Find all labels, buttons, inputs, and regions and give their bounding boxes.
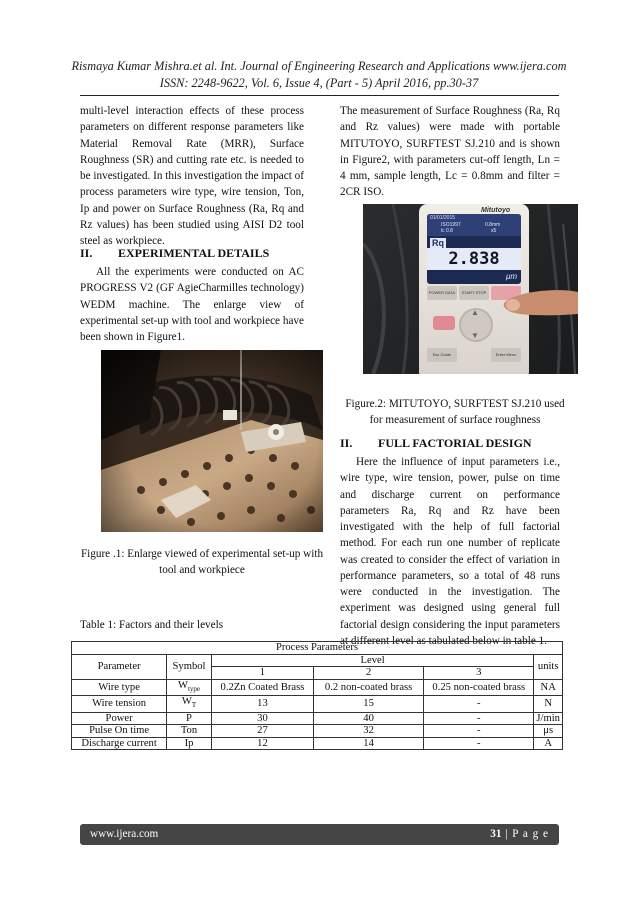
level-2: 2 — [314, 667, 424, 680]
experimental-paragraph: All the experiments were conducted on AC PROGRESS V2 (GF AgieCharmilles technology) WEDM machine. The enlarge view of experimental set-up with tool and workpiece have been shown in Figure1. — [80, 266, 304, 343]
header-symbol: Symbol — [167, 654, 212, 679]
cell-level-2: 0.2 non-coated brass — [314, 679, 424, 696]
table-group-header: Process Parameters — [72, 642, 563, 655]
screen-param-tag: Rq — [432, 238, 444, 248]
level-1: 1 — [211, 667, 313, 680]
cell-symbol: P — [167, 712, 212, 725]
screen-n: x5 — [491, 228, 497, 234]
button-esc-label: Esc Guide — [432, 352, 452, 357]
table-row — [72, 725, 563, 738]
device-brand-label: Mitutoyo — [481, 207, 511, 214]
section-title: EXPERIMENTAL DETAILS — [118, 246, 270, 260]
cell-parameter: Pulse On time — [72, 725, 167, 738]
table-row — [72, 679, 563, 696]
cell-level-3: - — [424, 696, 534, 713]
page-footer — [80, 824, 559, 845]
section-title: FULL FACTORIAL DESIGN — [378, 436, 532, 450]
setup-illustration — [101, 350, 323, 532]
screen-unit: μm — [505, 272, 517, 281]
header-units: units — [534, 654, 563, 679]
cell-parameter: Wire type — [72, 679, 167, 696]
screen-standard: ISO1997 — [441, 222, 461, 228]
cell-level-1: 27 — [211, 725, 313, 738]
symbol-sub: T — [191, 701, 197, 710]
cell-level-1: 12 — [211, 737, 313, 750]
table-row — [72, 737, 563, 750]
page-label: | P a g e — [501, 828, 549, 840]
cell-units: μs — [534, 725, 563, 738]
cell-units: N — [534, 696, 563, 713]
experimental-details-body — [80, 264, 304, 345]
cell-parameter: Power — [72, 712, 167, 725]
cell-level-2: 32 — [314, 725, 424, 738]
chevron-up-icon: ▲ — [471, 308, 479, 317]
cell-symbol — [167, 679, 212, 696]
cell-units: A — [534, 737, 563, 750]
symbol-main: W — [177, 679, 188, 691]
right-column — [340, 103, 560, 201]
table1-title: Table 1: Factors and their levels — [80, 619, 224, 631]
cables-and-finger — [363, 204, 578, 374]
cell-level-3: 0.25 non-coated brass — [424, 679, 534, 696]
table-group-header-row — [72, 642, 563, 655]
left-column — [80, 103, 304, 249]
cell-level-1: 30 — [211, 712, 313, 725]
running-header-issn: ISSN: 2248-9622, Vol. 6, Issue 4, (Part - 5) April 2016, pp.30-37 — [159, 76, 479, 90]
figure2-caption: Figure.2: MITUTOYO, SURFTEST SJ.210 used for measurement of surface roughness — [345, 398, 565, 426]
table-header-row — [72, 654, 563, 667]
running-header-journal: Rismaya Kumar Mishra.et al. Int. Journal of Engineering Research and Applications www.ijera.com — [71, 59, 567, 73]
cell-symbol — [167, 696, 212, 713]
cell-level-2: 40 — [314, 712, 424, 725]
cell-level-3: - — [424, 737, 534, 750]
page-number: 31 — [490, 828, 502, 840]
cell-level-1: 13 — [211, 696, 313, 713]
table-row — [72, 712, 563, 725]
cell-symbol: Ip — [167, 737, 212, 750]
screen-date: 01/01/2015 — [430, 215, 456, 221]
button-enter-label: Enter Menu — [495, 352, 517, 357]
cell-level-3: - — [424, 725, 534, 738]
screen-reading-value: 2.838 — [427, 248, 521, 270]
footer-site-link[interactable]: www.ijera.com — [90, 828, 159, 840]
screen-lc: lc 0.8 — [441, 228, 453, 234]
header-level: Level — [211, 654, 534, 667]
section-heading-full-factorial — [340, 436, 532, 451]
cell-level-2: 15 — [314, 696, 424, 713]
cell-units: NA — [534, 679, 563, 696]
section-heading-experimental — [80, 246, 269, 261]
section-number: II. — [340, 436, 353, 450]
screen-cutoff: 0.8mm — [485, 222, 501, 228]
cell-level-3: - — [424, 712, 534, 725]
cell-level-2: 14 — [314, 737, 424, 750]
figure1-caption: Figure .1: Enlarge viewed of experimental set-up with tool and workpiece — [80, 548, 324, 576]
footer-page-number — [490, 828, 549, 840]
cell-symbol: Ton — [167, 725, 212, 738]
chevron-down-icon: ▼ — [471, 331, 479, 340]
cell-parameter: Discharge current — [72, 737, 167, 750]
cell-parameter: Wire tension — [72, 696, 167, 713]
header-rule — [80, 95, 559, 96]
level-3: 3 — [424, 667, 534, 680]
full-factorial-paragraph: Here the influence of input parameters i.e., wire type, wire tension, power, pulse on time and discharge current on performance parameters Ra, Rq and Rz have been investigated with the help of full factorial method. For each run one number of replicate was created to consider the effect of variation in performance parameters, so a total of 48 runs were conducted in the investigation. The experiment was designed using general full factorial design considering the input parameters at different level as tabulated below in table 1. — [340, 456, 560, 647]
right-intro-paragraph: The measurement of Surface Roughness (Ra, Rq and Rz values) were made with portable MITUTOYO, SURFTEST SJ.210 and is shown in Figure2, with parameters cut-off length, Ln = 4 mm, sample length, Lc = 0.8mm and filter = 2CR ISO. — [340, 105, 560, 199]
left-intro-paragraph: multi-level interaction effects of these process parameters on different response parameters like Material Removal Rate (MRR), Surface Roughness (SR) and cutting rate etc. is needed to be investigated. In this investigation the impact of process parameters wire type, wire tension, Ton, Ip and power on Surface Roughness (Ra, Rq and Rz values) has been studied using AISI D2 tool steel as workpiece. — [80, 105, 304, 247]
cell-units: J/min — [534, 712, 563, 725]
figure2-surftest-device-photo — [363, 204, 578, 374]
figure1-experimental-setup-photo — [101, 350, 323, 532]
header-parameter: Parameter — [72, 654, 167, 679]
factors-levels-table — [71, 641, 563, 750]
full-factorial-body — [340, 454, 560, 649]
cell-level-1: 0.2Zn Coated Brass — [211, 679, 313, 696]
symbol-main: W — [181, 696, 192, 708]
section-number: II. — [80, 246, 93, 260]
symbol-sub: type — [187, 684, 201, 693]
button-start-label: START STOP — [461, 290, 487, 295]
table-row — [72, 696, 563, 713]
button-power-label: POWER DATA — [428, 290, 456, 295]
